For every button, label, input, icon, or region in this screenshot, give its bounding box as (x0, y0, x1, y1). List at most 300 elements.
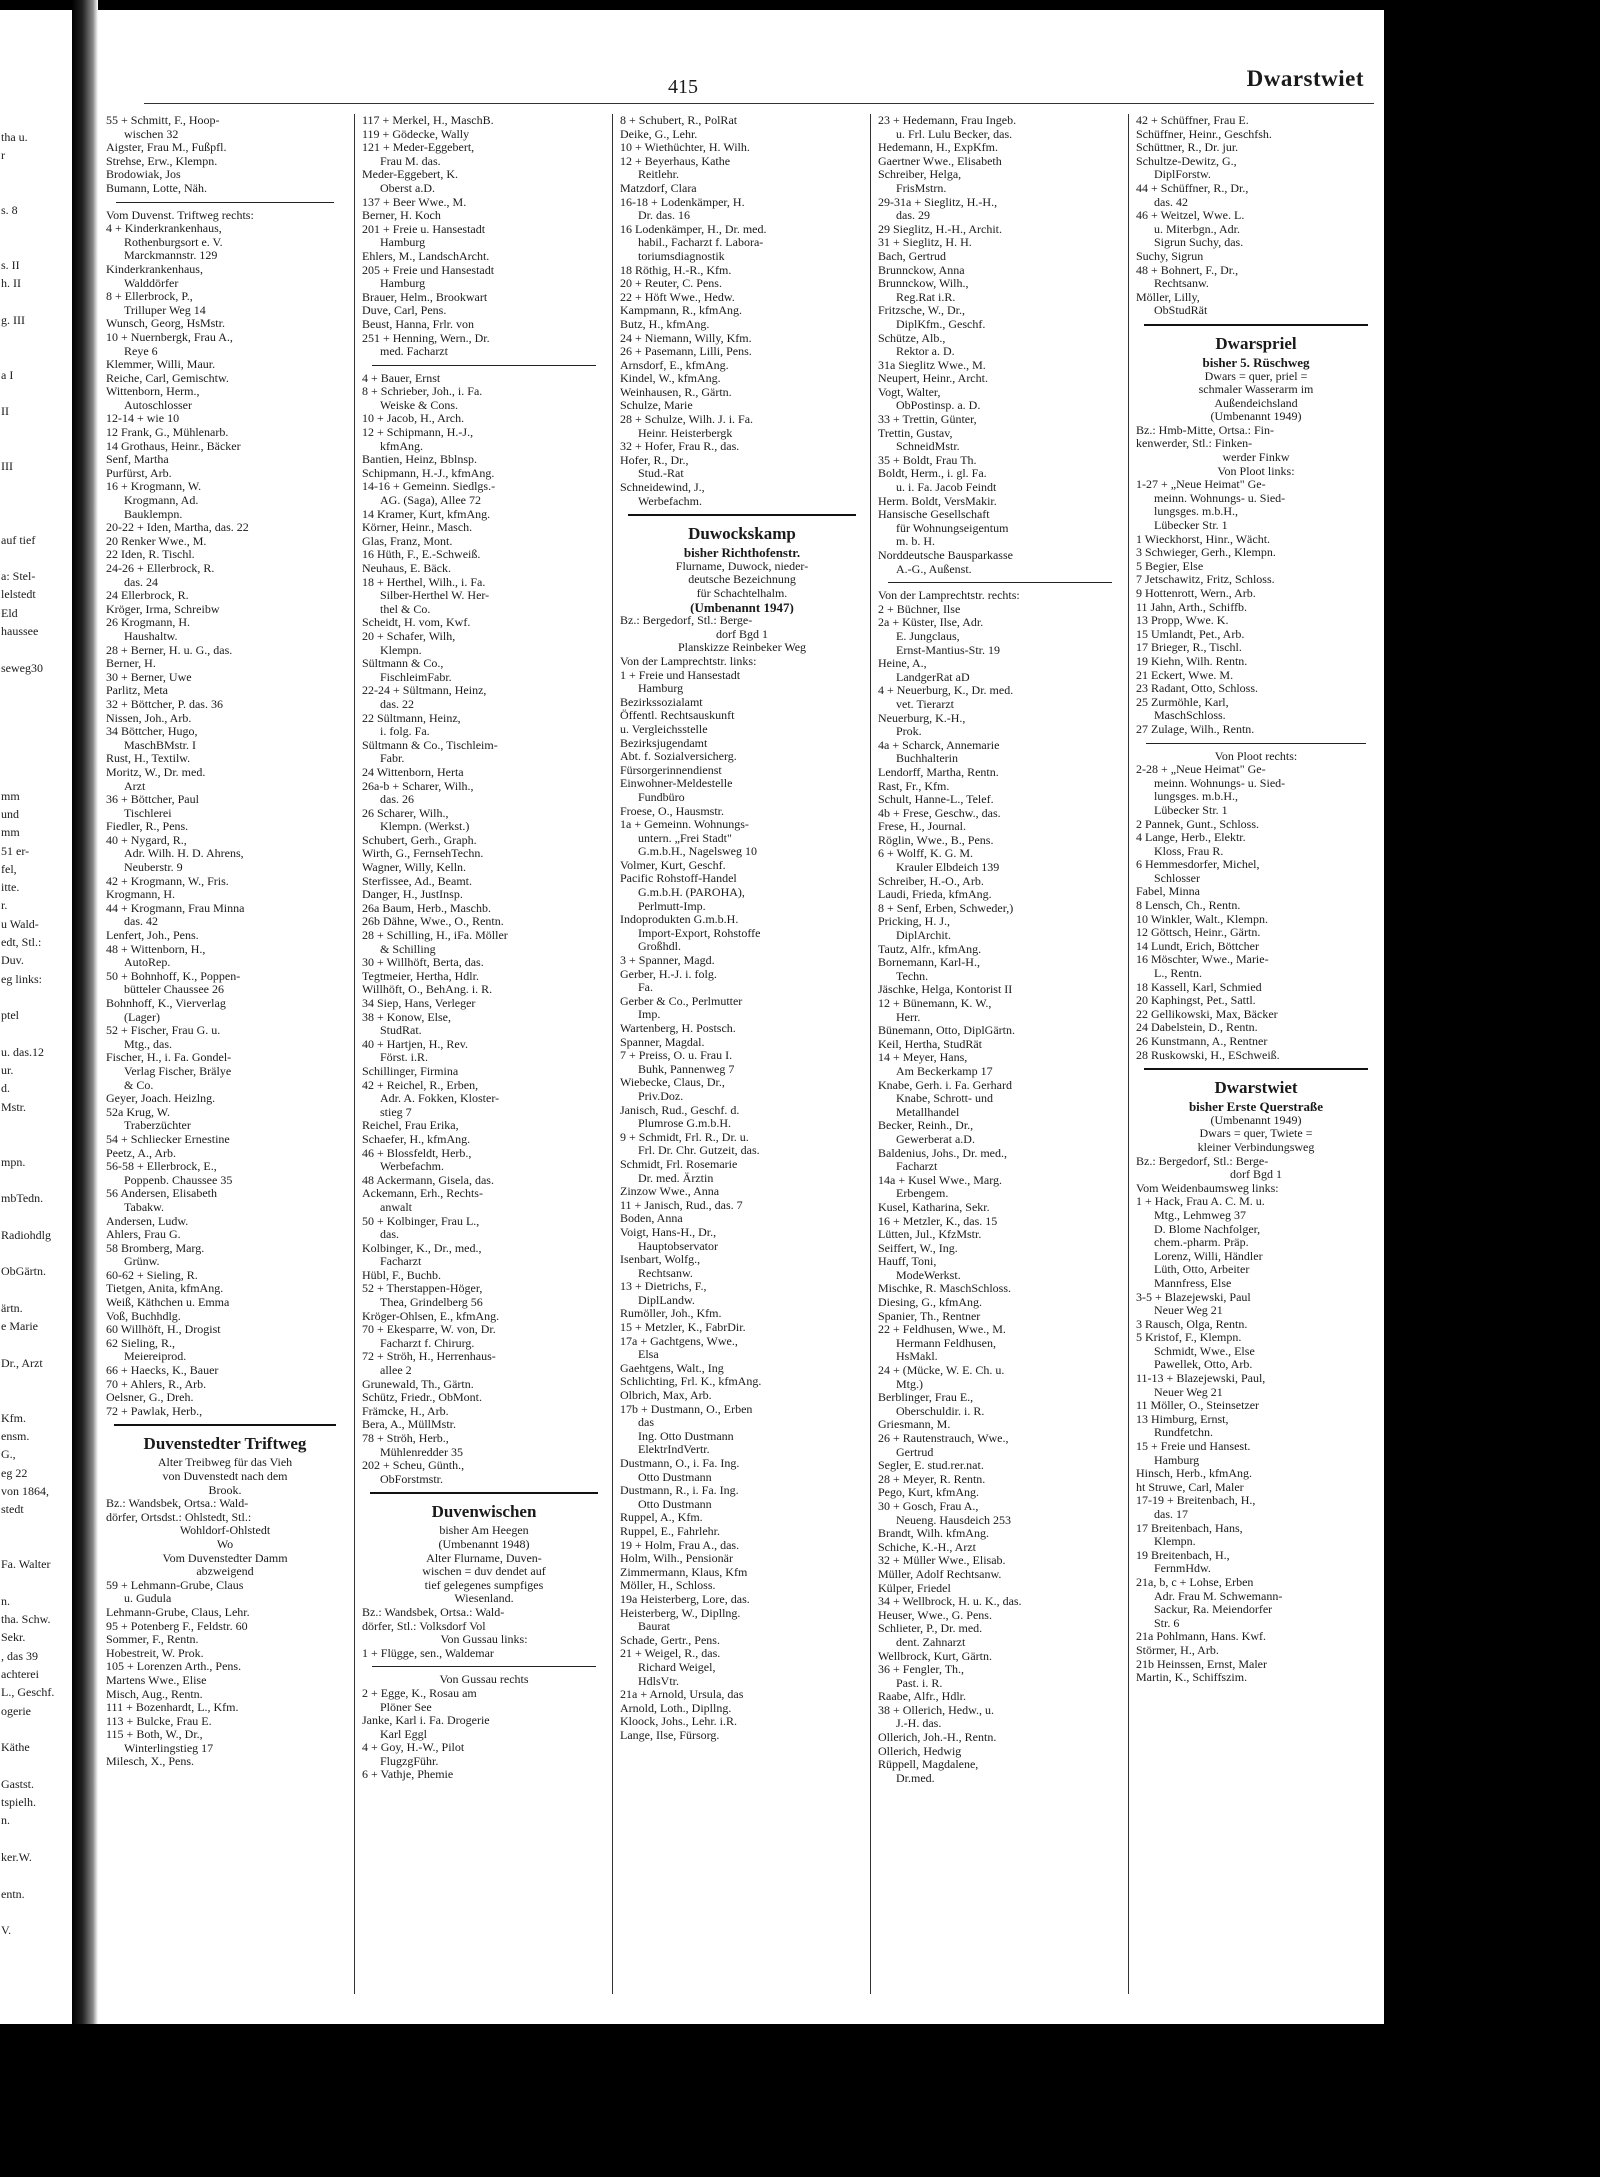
directory-entry: Keil, Hertha, StudRät (878, 1037, 982, 1051)
directory-entry: 46 + Weitzel, Wwe. L. (1136, 209, 1245, 223)
street-subheading: bisher 5. Rüschweg (1202, 355, 1310, 370)
directory-entry: 14 Kramer, Kurt, kfmAng. (362, 507, 491, 521)
directory-entry: Röglin, Wwe., B., Pens. (878, 833, 994, 847)
directory-entry: 7 + Preiss, O. u. Frau I. (620, 1049, 733, 1063)
directory-entry: Von der Lamprechtstr. links: (620, 654, 757, 668)
directory-entry: 22 + Höft Wwe., Hedw. (620, 290, 735, 304)
directory-entry: Janisch, Rud., Geschf. d. (620, 1103, 740, 1117)
directory-entry: 70 + Ahlers, R., Arb. (106, 1377, 207, 1391)
directory-entry: Arzt (124, 779, 146, 793)
directory-entry: Schlichting, Frl. K., kfmAng. (620, 1375, 762, 1389)
directory-entry: Bornemann, Karl-H., (878, 956, 980, 970)
directory-entry: Vom Duvenstedter Damm (162, 1551, 288, 1565)
directory-entry: 20 + Reuter, C. Pens. (620, 277, 722, 291)
facing-page-fragment: s. 8 (1, 203, 18, 218)
directory-entry: 33 + Trettin, Günter, (878, 413, 977, 427)
directory-entry: 22 + Feldhusen, Wwe., M. (878, 1323, 1006, 1337)
directory-entry: Traberzüchter (124, 1119, 191, 1133)
directory-entry: Gerber & Co., Perlmutter (620, 994, 743, 1008)
directory-entry: 13 Himburg, Ernst, (1136, 1412, 1229, 1426)
directory-entry: Sültmann & Co., Tischleim- (362, 738, 498, 752)
directory-entry: Bumann, Lotte, Näh. (106, 181, 207, 195)
facing-page-fragment: u Wald- (1, 916, 39, 931)
directory-entry: Hobestreit, W. Prok. (106, 1646, 204, 1660)
directory-entry: Neuhaus, E. Bäck. (362, 562, 451, 575)
directory-entry: 52 + Therstappen-Höger, (362, 1282, 483, 1296)
directory-entry: 17-19 + Breitenbach, H., (1136, 1494, 1256, 1508)
directory-entry: Norddeutsche Bausparkasse (878, 549, 1013, 562)
directory-entry: 36 + Fengler, Th., (878, 1663, 965, 1677)
directory-entry: 17 Brieger, R., Tischl. (1136, 641, 1242, 655)
directory-entry: 34 Siep, Hans, Verleger (362, 997, 476, 1010)
directory-entry: 4 + Neuerburg, K., Dr. med. (878, 684, 1014, 698)
facing-page-fragment: Dr., Arzt (1, 1355, 43, 1370)
directory-entry: Reitlehr. (638, 168, 679, 182)
directory-entry: Bz.: Bergedorf, Stl.: Berge- (620, 614, 753, 628)
directory-entry: deutsche Bezeichnung (688, 573, 796, 587)
directory-entry: 17a + Gachtgens, Wwe., (620, 1334, 738, 1348)
directory-entry: Gewerberat a.D. (896, 1132, 975, 1146)
directory-entry: wischen = duv dendet auf (422, 1565, 546, 1579)
directory-entry: 2 + Büchner, Ilse (878, 602, 961, 616)
directory-entry: 12 + Schipmann, H.-J., (362, 426, 474, 440)
directory-entry: Mtg., Lehmweg 37 (1154, 1208, 1246, 1222)
facing-page-fragment: mpn. (1, 1154, 26, 1169)
directory-entry: dorf Bgd 1 (1230, 1168, 1282, 1182)
directory-entry: Metallhandel (896, 1105, 960, 1119)
directory-entry: Neuer Weg 21 (1154, 1385, 1223, 1399)
facing-page-fragment (1, 219, 54, 237)
directory-entry: Danger, H., JustInsp. (362, 888, 463, 902)
directory-entry: Mannfress, Else (1154, 1276, 1232, 1290)
facing-page-fragment: ogerie (1, 1703, 31, 1718)
directory-entry: Schlieter, P., Dr. med. (878, 1622, 983, 1636)
directory-entry: Winterlingstieg 17 (124, 1741, 214, 1755)
directory-entry: kfmAng. (380, 439, 423, 453)
facing-page-fragment: mm (1, 825, 20, 840)
directory-entry: 24 + Niemann, Willy, Kfm. (620, 331, 752, 345)
directory-entry: Martin, K., Schiffszim. (1136, 1671, 1248, 1685)
directory-entry: u. Frl. Lulu Becker, das. (896, 127, 1013, 141)
directory-entry: 2-28 + „Neue Heimat" Ge- (1136, 763, 1266, 777)
directory-entry: 42 + Schüffner, Frau E. (1136, 114, 1249, 127)
directory-entry: Bera, A., MüllMstr. (362, 1418, 457, 1432)
facing-page-fragment: tspielh. (1, 1795, 36, 1810)
directory-entry: 38 + Ollerich, Hedw., u. (878, 1703, 994, 1717)
directory-entry: 32 + Müller Wwe., Elisab. (878, 1554, 1006, 1568)
directory-entry: ObStudRät (1154, 304, 1208, 318)
directory-entry: Knabe, Gerh. i. Fa. Gerhard (878, 1078, 1012, 1092)
facing-page-fragment: Duv. (1, 953, 24, 968)
directory-entry: meinn. Wohnungs- u. Sied- (1154, 491, 1286, 505)
directory-entry: Haushaltw. (124, 629, 178, 643)
directory-entry: Schulze, Marie (620, 399, 693, 413)
directory-entry: Rechtsanw. (1154, 277, 1209, 291)
section-divider (1144, 324, 1368, 326)
directory-entry: Ruppel, E., Fahrlehr. (620, 1524, 720, 1538)
directory-entry: Baldenius, Johs., Dr. med., (878, 1146, 1007, 1160)
directory-entry: meinn. Wohnungs- u. Sied- (1154, 776, 1286, 790)
directory-entry: Fabel, Minna (1136, 885, 1200, 899)
directory-entry: Rust, H., Textilw. (106, 752, 191, 766)
directory-entry: Krauler Elbdeich 139 (896, 861, 1000, 875)
directory-entry: chem.-pharm. Präp. (1154, 1236, 1249, 1250)
directory-entry: MaschBMstr. I (124, 738, 196, 752)
directory-entry: 1a + Gemeinn. Wohnungs- (620, 818, 749, 832)
facing-page-fragment: fel, (1, 861, 17, 876)
directory-entry: ElektrIndVertr. (638, 1443, 710, 1457)
directory-entry: 31a Sieglitz Wwe., M. (878, 358, 986, 372)
directory-entry: Adr. Wilh. H. D. Ahrens, (124, 847, 244, 861)
section-divider (372, 365, 596, 366)
directory-entry: Krogmann, Ad. (124, 494, 199, 508)
directory-entry: 21a Pohlmann, Hans. Kwf. (1136, 1630, 1266, 1644)
directory-entry: 19 + Holm, Frau A., das. (620, 1538, 740, 1552)
directory-entry: Öffentl. Rechtsauskunft (620, 709, 735, 723)
directory-entry: G.m.b.H., Nagelsweg 10 (638, 845, 757, 859)
directory-entry: Otto Dustmann (638, 1497, 712, 1511)
directory-entry: 26 Krogmann, H. (106, 616, 190, 630)
directory-entry: 15 + Metzler, K., FabrDir. (620, 1321, 746, 1335)
facing-page-fragment (1, 348, 54, 366)
facing-page-fragment (1, 1866, 54, 1884)
directory-entry: Dustmann, R., i. Fa. Ing. (620, 1484, 739, 1498)
directory-entry: Flurname, Duwock, nieder- (675, 559, 809, 573)
column-divider (1128, 114, 1129, 1994)
directory-entry: 26b Dähne, Wwe., O., Rentn. (362, 915, 504, 929)
directory-entry: FrisMstrn. (896, 181, 947, 195)
directory-entry: Frese, H., Journal. (878, 820, 966, 834)
directory-entry: Möller, Lilly, (1136, 290, 1200, 304)
directory-entry: Suchy, Sigrun (1136, 249, 1204, 263)
directory-entry: 22-24 + Sültmann, Heinz, (362, 684, 487, 698)
directory-entry: 58 Bromberg, Marg. (106, 1241, 205, 1255)
directory-entry: 44 + Schüffner, R., Dr., (1136, 181, 1249, 195)
directory-entry: Bz.: Hmb-Mitte, Ortsa.: Fin- (1136, 423, 1274, 437)
facing-page-fragment: ur. (1, 1063, 14, 1078)
directory-entry: 5 Begier, Else (1136, 559, 1204, 573)
directory-entry: Heuser, Wwe., G. Pens. (878, 1608, 992, 1622)
directory-entry: Schult, Hanne-L., Telef. (878, 793, 994, 807)
directory-entry: Frau M. das. (380, 154, 441, 168)
directory-entry: Imp. (638, 1008, 661, 1022)
directory-entry: lungsges. m.b.H., (1154, 790, 1238, 804)
directory-entry: Boldt, Herm., i. gl. Fa. (878, 467, 987, 481)
directory-entry: Krogmann, H. (106, 888, 175, 902)
facing-page-fragment (1, 1903, 54, 1921)
directory-entry: Wellbrock, Kurt, Gärtn. (878, 1649, 992, 1663)
facing-page-fragment: Radiohdlg (1, 1227, 51, 1242)
directory-entry: 13 Propp, Wwe. K. (1136, 614, 1229, 628)
directory-entry: Pricking, H. J., (878, 915, 950, 929)
directory-entry: Schultze-Dewitz, G., (1136, 154, 1237, 168)
directory-entry: Kröger-Ohlsen, E., kfmAng. (362, 1309, 500, 1323)
directory-entry: 21a + Arnold, Ursula, das (620, 1688, 744, 1702)
facing-page-fragment (1, 1756, 54, 1774)
directory-entry: Fundbüro (638, 790, 685, 804)
directory-entry: 13 + Dietrichs, F., (620, 1280, 707, 1294)
directory-entry: Facharzt f. Chirurg. (380, 1336, 475, 1350)
section-divider (370, 1492, 598, 1494)
directory-entry: bisher Am Heegen (439, 1524, 529, 1538)
directory-entry: DiplKfm., Geschf. (896, 317, 986, 331)
directory-entry: das. 17 (1154, 1508, 1188, 1521)
directory-entry: 66 + Haecks, K., Bauer (106, 1364, 219, 1378)
directory-entry: Alter Flurname, Duven- (426, 1551, 542, 1565)
facing-page-fragment: entn. (1, 1886, 25, 1901)
directory-entry: Brandt, Wilh. kfmAng. (878, 1527, 989, 1541)
directory-entry: Hamburg (1154, 1453, 1200, 1467)
facing-page-fragment: auf tief (1, 532, 36, 547)
directory-entry: 16-18 + Lodenkämper, H. (620, 195, 745, 209)
column-2 (362, 114, 606, 2034)
directory-entry: L., Rentn. (1154, 967, 1202, 981)
directory-entry: 14 Lundt, Erich, Böttcher (1136, 939, 1259, 953)
directory-entry: 34 + Wellbrock, H. u. K., das. (878, 1595, 1022, 1609)
facing-page-fragment: a I (1, 367, 14, 382)
directory-entry: Duve, Carl, Pens. (362, 304, 447, 318)
directory-entry: Bz.: Wandsbek, Ortsa.: Wald- (106, 1497, 249, 1511)
directory-entry: das. 26 (380, 793, 414, 807)
scan-border-right (1384, 0, 1600, 2177)
directory-entry: Misch, Aug., Rentn. (106, 1687, 203, 1701)
column-4 (878, 114, 1122, 2034)
directory-entry: 14 Grothaus, Heinr., Bäcker (106, 439, 241, 453)
directory-entry: Autoschlosser (124, 398, 192, 412)
directory-entry: Schubert, Gerh., Graph. (362, 833, 477, 847)
directory-entry: D. Blome Nachfolger, (1154, 1222, 1261, 1236)
facing-page-fragment: r (1, 148, 5, 163)
directory-entry: Hinsch, Herb., kfmAng. (1136, 1467, 1252, 1481)
directory-entry: Strehse, Erw., Klempn. (106, 154, 218, 168)
directory-entry: Lütten, Jul., KfzMstr. (878, 1228, 982, 1242)
directory-entry: für Wohnungseigentum (896, 521, 1009, 535)
directory-entry: Lübecker Str. 1 (1154, 803, 1228, 817)
directory-entry: werder Finkw (1222, 451, 1290, 465)
directory-entry: Schüttner, R., Dr. jur. (1136, 141, 1239, 155)
directory-entry: Otto Dustmann (638, 1470, 712, 1484)
facing-page-fragment (1, 988, 54, 1006)
directory-entry: Grünw. (124, 1255, 160, 1269)
column-divider (354, 114, 355, 1994)
section-divider (1144, 1068, 1368, 1070)
section-divider (116, 202, 334, 203)
directory-entry: Rast, Fr., Kfm. (878, 779, 950, 793)
directory-entry: 19a Heisterberg, Lore, das. (620, 1592, 750, 1606)
directory-entry: Schade, Gertr., Pens. (620, 1633, 720, 1647)
facing-page-fragment (1, 1830, 54, 1848)
directory-entry: 26 + Rautenstrauch, Wwe., (878, 1432, 1009, 1445)
directory-entry: Bünemann, Otto, DiplGärtn. (878, 1024, 1015, 1038)
facing-page-fragment (1, 238, 54, 256)
directory-entry: u. Vergleichsstelle (620, 722, 708, 736)
facing-page-fragment (1, 695, 54, 713)
directory-entry: Ing. Otto Dustmann (638, 1429, 734, 1443)
directory-entry: 42 + Reichel, R., Erben, (362, 1078, 479, 1092)
directory-entry: Neueng. Hausdeich 253 (896, 1513, 1011, 1527)
directory-entry: Tietgen, Anita, kfmAng. (106, 1282, 224, 1296)
directory-entry: Möller, H., Schloss. (620, 1579, 716, 1593)
directory-entry: 24 Ellerbrock, R. (106, 589, 189, 603)
directory-entry: i. folg. Fa. (380, 725, 430, 739)
directory-entry: 24 Wittenborn, Herta (362, 765, 464, 779)
directory-entry: Hofer, R., Dr., (620, 453, 689, 467)
directory-entry: kenwerder, Stl.: Finken- (1136, 437, 1253, 451)
directory-entry: SchneidMstr. (896, 440, 960, 454)
directory-entry: 26a-b + Scharer, Wilh., (362, 779, 474, 793)
directory-entry: Grunewald, Th., Gärtn. (362, 1377, 474, 1391)
facing-page-fragment (1, 1244, 54, 1262)
directory-entry: Ollerich, Hedwig (878, 1744, 962, 1758)
directory-entry: Plumrose G.m.b.H. (638, 1117, 731, 1131)
facing-page-fragment (1, 494, 54, 512)
directory-entry: 18 Röthig, H.-R., Kfm. (620, 263, 732, 277)
directory-entry: 111 + Bozenhardt, L., Kfm. (106, 1701, 239, 1715)
directory-entry: Glas, Franz, Mont. (362, 534, 453, 548)
facing-page-fragment: g. III (1, 312, 25, 327)
directory-entry: das. 29 (896, 209, 930, 223)
directory-entry: 25 Zurmöhle, Karl, (1136, 695, 1229, 709)
directory-entry: 11 + Janisch, Rud., das. 7 (620, 1198, 743, 1212)
facing-page-fragment: von 1864, (1, 1483, 49, 1498)
directory-entry: Facharzt (896, 1160, 938, 1174)
directory-entry: Zimmermann, Klaus, Kfm (620, 1565, 748, 1579)
directory-entry: 16 + Krogmann, W. (106, 480, 202, 494)
directory-entry: Parlitz, Meta (106, 684, 168, 698)
facing-page-fragment (1, 677, 54, 695)
directory-entry: dörfer, Ortsdst.: Ohlstedt, Stl.: (106, 1510, 252, 1524)
directory-entry: 15 + Freie und Hansest. (1136, 1440, 1251, 1454)
facing-page-fragment: Eld (1, 605, 18, 620)
directory-entry: Schütz, Friedr., ObMont. (362, 1391, 482, 1405)
facing-page-fragment: tha u. (1, 130, 28, 144)
directory-entry: Techn. (896, 969, 929, 983)
directory-entry: Bohnhoff, K., Vierverlag (106, 997, 226, 1010)
directory-entry: 6 + Vathje, Phemie (362, 1768, 454, 1782)
directory-entry: Lübecker Str. 1 (1154, 519, 1228, 533)
directory-entry: Klempn. (1154, 1535, 1196, 1549)
directory-entry: Hamburg (638, 682, 684, 696)
directory-entry: Von Gussau links: (440, 1633, 528, 1647)
directory-entry: kleiner Verbindungsweg (1197, 1140, 1315, 1154)
directory-entry: (Umbenannt 1949) (1210, 410, 1302, 424)
directory-entry: 2 Pannek, Gunt., Schloss. (1136, 817, 1259, 831)
directory-entry: Pawellek, Otto, Arb. (1154, 1358, 1253, 1372)
directory-entry: ObPostinsp. a. D. (896, 399, 981, 413)
directory-entry: Sterfissee, Ad., Beamt. (362, 874, 472, 888)
directory-entry: tief gelegenes sumpfiges (424, 1578, 544, 1592)
directory-entry: Holm, Wilh., Pensionär (620, 1552, 733, 1566)
directory-entry: 38 + Konow, Else, (362, 1010, 451, 1024)
directory-entry: 23 Radant, Otto, Schloss. (1136, 682, 1258, 696)
directory-entry: 20 Kaphingst, Pet., Sattl. (1136, 994, 1256, 1008)
facing-page-fragment: u. das.12 (1, 1044, 44, 1059)
directory-entry: Griesmann, M. (878, 1418, 951, 1432)
directory-entry: 28 Ruskowski, H., ESchweiß. (1136, 1048, 1280, 1062)
directory-entry: Vogt, Walter, (878, 385, 941, 399)
directory-entry: 78 + Ströh, Herb., (362, 1432, 449, 1445)
directory-entry: FlugzgFühr. (380, 1754, 439, 1768)
directory-entry: Fischer, H., i. Fa. Gondel- (106, 1051, 232, 1065)
directory-entry: 115 + Both, W., Dr., (106, 1728, 203, 1742)
column-1 (106, 114, 344, 2034)
directory-entry: 29-31a + Sieglitz, H.-H., (878, 195, 998, 209)
directory-entry: Wartenberg, H. Postsch. (620, 1022, 736, 1035)
directory-entry: 4a + Scharck, Annemarie (878, 738, 1000, 752)
directory-entry: das. 22 (380, 697, 414, 711)
directory-entry: Heine, A., (878, 657, 927, 671)
directory-entry: HdlsVtr. (638, 1674, 680, 1688)
directory-entry: Werbefachm. (638, 494, 702, 508)
directory-entry: Dustmann, O., i. Fa. Ing. (620, 1457, 740, 1470)
facing-page-fragment (1, 439, 54, 457)
facing-page-fragment: e Marie (1, 1319, 38, 1334)
directory-entry: 52a Krug, W. (106, 1105, 170, 1119)
facing-page-fragment (1, 750, 54, 768)
directory-entry: das. 24 (124, 575, 158, 589)
directory-entry: Neuerburg, K.-H., (878, 711, 966, 725)
directory-entry: 23 + Hedemann, Frau Ingeb. (878, 114, 1017, 127)
directory-entry: 12 + Bünemann, K. W., (878, 997, 992, 1010)
directory-entry: Dr. das. 16 (638, 209, 690, 223)
directory-entry: 60-62 + Sieling, R. (106, 1268, 198, 1282)
directory-entry: Alter Treibweg für das Vieh (157, 1456, 293, 1470)
directory-entry: Weinhausen, R., Gärtn. (620, 385, 732, 399)
directory-entry: Lorenz, Willi, Händler (1154, 1249, 1263, 1263)
directory-entry: 16 Lodenkämper, H., Dr. med. (620, 222, 767, 236)
directory-entry: 11-13 + Blazejewski, Paul, (1136, 1372, 1266, 1386)
directory-entry: 32 + Hofer, Frau R., das. (620, 440, 740, 454)
directory-entry: 21 Eckert, Wwe. M. (1136, 668, 1234, 682)
directory-entry: Wiebecke, Claus, Dr., (620, 1076, 725, 1090)
facing-page-fragment: Mstr. (1, 1099, 27, 1114)
directory-entry: 26a Baum, Herb., Maschb. (362, 901, 491, 915)
facing-page-fragment: lelstedt (1, 587, 36, 602)
street-heading: Duwockskamp (688, 524, 796, 544)
directory-entry: Tischlerei (124, 806, 172, 820)
directory-entry: Heisterberg, W., Dipllng. (620, 1606, 741, 1620)
directory-entry: 48 + Bohnert, F., Dr., (1136, 263, 1239, 277)
directory-entry: med. Facharzt (380, 345, 448, 359)
directory-entry: Bezirksjugendamt (620, 736, 708, 750)
directory-entry: 40 + Hartjen, H., Rev. (362, 1037, 468, 1051)
directory-entry: lungsges. m.b.H., (1154, 505, 1238, 519)
directory-entry: Hauff, Toni, (878, 1255, 937, 1269)
directory-entry: Scheidt, H. vom, Kwf. (362, 616, 471, 630)
directory-entry: (Umbenannt 1949) (1210, 1113, 1302, 1127)
directory-entry: 18 Kassell, Karl, Schmied (1136, 980, 1262, 994)
directory-entry: 30 + Berner, Uwe (106, 670, 192, 684)
directory-entry: Arnold, Loth., Dipllng. (620, 1701, 732, 1715)
directory-entry: Abt. f. Sozialversicherg. (620, 750, 737, 764)
facing-page-fragment (1, 421, 54, 439)
directory-entry: Trettin, Gustav, (878, 426, 953, 440)
directory-entry: Elsa (638, 1348, 659, 1362)
directory-entry: 251 + Henning, Wern., Dr. (362, 331, 490, 345)
directory-entry: Körner, Heinr., Masch. (362, 521, 473, 535)
directory-entry: 137 + Beer Wwe., M. (362, 195, 467, 209)
directory-entry: 14-16 + Gemeinn. Siedlgs.- (362, 480, 496, 494)
directory-entry: Hedemann, H., ExpKfm. (878, 141, 998, 155)
directory-entry: 10 + Jacob, H., Arch. (362, 412, 465, 426)
directory-entry: Wittenborn, Herm., (106, 385, 200, 399)
directory-entry: 42 + Krogmann, W., Fris. (106, 874, 229, 888)
directory-entry: Weiß, Käthchen u. Emma (106, 1296, 230, 1310)
directory-entry: 8 + Schrieber, Joh., i. Fa. (362, 385, 483, 399)
directory-entry: Indoprodukten G.m.b.H. (620, 913, 739, 927)
facing-page-fragment (1, 1025, 54, 1043)
directory-entry: Großhdl. (638, 940, 681, 954)
